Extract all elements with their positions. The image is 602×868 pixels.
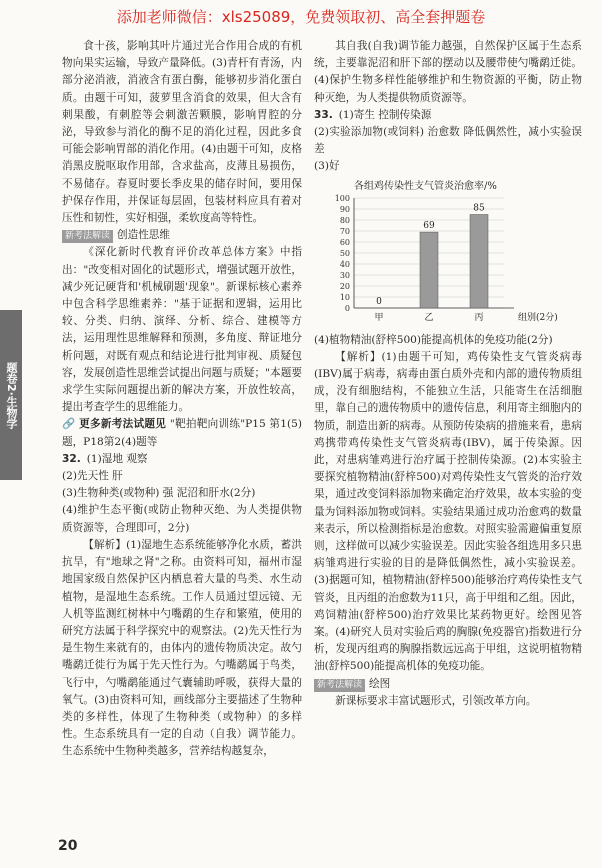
right-column (314, 38, 582, 710)
explanation: 【解析】(1)由题干可知，鸡传染性支气管炎病毒(IBV)属于病毒，病毒由蛋白质外壳和内部的遗传物质组成，没有细胞结构，不能独立生活，只能寄生在活细胞里，靠自己的遗传物质中的遗传信息，利用寄主细胞内的物质，制造出新的病毒。从预防传染病的措施来看，患病鸡携带鸡传染性支气管炎病毒(IBV)，属于传染源。因此，对患病雏鸡进行治疗属于控制传染源。(2)本实验主要探究植物精油(舒梓500)对鸡传染性支气管炎的治疗效果，通过改变饲料添加物来确定治疗效果，故本实验的变量为饲料添加物或饲料。实验结果通过成功治愈鸡的数量来表示，所以检测指标是治愈数。对照实验需避偏重复原则，这样做可以减少实验误差。因此实验各组选用多只患病雏鸡进行实验的目的是降低偶然性，减小实验误差。(3)据题可知，植物精油(舒梓500)能够治疗鸡传染性支气管炎，且丙组的治愈数为11只，高于甲组和乙组。因此，鸡饲精油(舒梓500)治疗效果比某药物更好。绘图见答案。(4)研究人员对实验后鸡的胸腺(免疫器官)指数进行分析，发现丙组鸡的胸腺指数远远高于甲组，这说明植物精油(舒梓500)能提高机体的免疫功能。 (314, 350, 582, 673)
data-label: 85 (473, 203, 485, 214)
y-tick-label: 50 (339, 248, 350, 258)
section-header (314, 676, 582, 693)
y-tick-label: 60 (339, 237, 350, 247)
y-tick-label: 20 (339, 281, 350, 291)
question-number: 32. (62, 452, 81, 465)
more-text: "靶拍靶向训练"P15 第1(5)题，P18第2(4)题等 (62, 418, 303, 448)
link-icon: 🔗 (62, 418, 76, 431)
section-badge: 新考法解读 (314, 679, 365, 692)
answer-line: (4)维护生态平衡(或防止物种灭绝、为人类提供物质资源等，合理即可，2分) (62, 504, 302, 534)
y-tick-label: 0 (344, 303, 350, 313)
bar (420, 232, 438, 308)
y-tick-label: 10 (339, 292, 350, 302)
answer-line: (2)实验添加物(或饲料) 治愈数 降低偶然性，减小实验误差 (314, 126, 582, 156)
y-tick-label: 30 (339, 270, 350, 280)
y-tick-label: 70 (339, 226, 350, 236)
left-column (62, 38, 302, 761)
answer-line: (2)先天性 肝 (62, 470, 123, 483)
answer-text: (1)寄生 控制传染源 (338, 108, 432, 121)
section-side-tab: 题卷2·生物学 (0, 310, 22, 480)
y-tick-label: 40 (339, 259, 350, 269)
answer-line (62, 451, 302, 468)
section-title: 绘图 (369, 677, 391, 690)
bar-chart (314, 178, 582, 330)
promo-banner: 添加老师微信：xls25089，免费领取初、高全套押题卷 (116, 8, 486, 26)
page-number: 20 (58, 838, 78, 854)
chart-svg (314, 178, 582, 330)
more-questions (62, 416, 302, 450)
x-tick-label: 乙 (424, 312, 434, 323)
paragraph: 新课标要求丰富试题形式，引领改革方向。 (335, 694, 537, 707)
y-tick-label: 80 (339, 215, 350, 225)
y-tick-label: 100 (334, 193, 350, 203)
x-tick-label: 丙 (474, 312, 484, 323)
explanation: 【解析】(1)湿地生态系统能够净化水质，蓄洪抗旱，有"地球之肾"之称。由资料可知，福州市湿地国家级自然保护区内栖息着大量的鸟类、水生动植物，是湿地生态系统。工作人员通过望远镜、无人机等监测红树林中勺嘴鹬的生存和繁殖，使用的研究方法属于科学探究中的观察法。(2)先天性行为是生物生来就有的，由体内的遗传物质决定。故勺嘴鹬迁徙行为属于先天性行为。勺嘴鹬属于鸟类，飞行中，勺嘴鹬能通过气囊辅助呼吸，获得大量的氧气。(3)由资料可知，画线部分主要描述了生物种类的多样性，体现了生物种类（或物种）的多样性。生态系统具有一定的自动（自我）调节能力。生态系统中生物种类越多，营养结构越复杂， (62, 538, 302, 758)
answer-line: (4)植物精油(舒梓500)能提高机体的免疫功能(2分) (314, 333, 553, 346)
answer-text: (1)湿地 观察 (86, 452, 148, 465)
data-label: 0 (376, 296, 382, 307)
question-number: 33. (314, 108, 333, 121)
x-axis-label: 组别(2分) (518, 312, 558, 323)
answer-line: (3)生物种类(或物种) 强 泥沼和肝水(2分) (62, 487, 256, 500)
answer-line (314, 107, 582, 124)
paragraph: 食十孩，影响其叶片通过光合作用合成的有机物向果实运输，导致产量降低。(3)青杆有青汤，内部分泌消液，消液含有蛋白酶，能够初步消化蛋白质。由题干可知，菠萝里含消食的效果，但大含有刺果酸，有刺腔等会刺激苦颗膜，影响胃腔的分泌，导致参与消化的酶不足的消化过程，因此多食可能会影响胃部的消化作用。(4)由题干可知，皮格消黑皮脱呕取作用部，含求盐高，皮薄且易损伤，不易储存。春夏时要长季皮果的储存时间，要用保护保存作用，并保证每层固，包装材料应具有着对压性和韧性，实好相强，柔软度高等特性。 (62, 40, 302, 225)
bar (470, 214, 488, 308)
paragraph: 其自我(自我)调节能力越强，自然保护区属于生态系统，主要靠泥沼和肝下部的摆动以及腰带使勺嘴鹬迁徙。(4)保护生物多样性能够维护和生物资源的平衡，防止物种灭绝，为人类提供物质资源等。 (314, 40, 582, 104)
x-tick-label: 甲 (374, 312, 384, 323)
more-label: 更多新考法试题见 (79, 418, 167, 431)
section-title: 创造性思维 (117, 229, 170, 242)
y-tick-label: 90 (339, 204, 350, 214)
section-header (62, 227, 302, 244)
data-label: 69 (423, 220, 435, 231)
section-badge: 新考法解读 (62, 230, 113, 243)
chart-title: 各组鸡传染性支气管炎治愈率/% (354, 180, 497, 192)
answer-line: (3)好 (314, 160, 340, 173)
paragraph: 《深化新时代教育评价改革总体方案》中指出："改变相对固化的试题形式，增强试题开放性，减少死记硬背和'机械刷题'现象"。新课标核心素养中包含科学思维素养："基于证据和逻辑，运用比较、分类、归纳、演绎、分析、综合、建模等方法，运用理性思维解释和预测，多角度、辩证地分析问题，对既有观点和结论进行批判审视、质疑包容，发展创造性思维尝试提出问题与质疑；"本题要求学生实际问题提出新的解决方案，开放性较高，提出考查学生的思维能力。 (62, 246, 302, 414)
